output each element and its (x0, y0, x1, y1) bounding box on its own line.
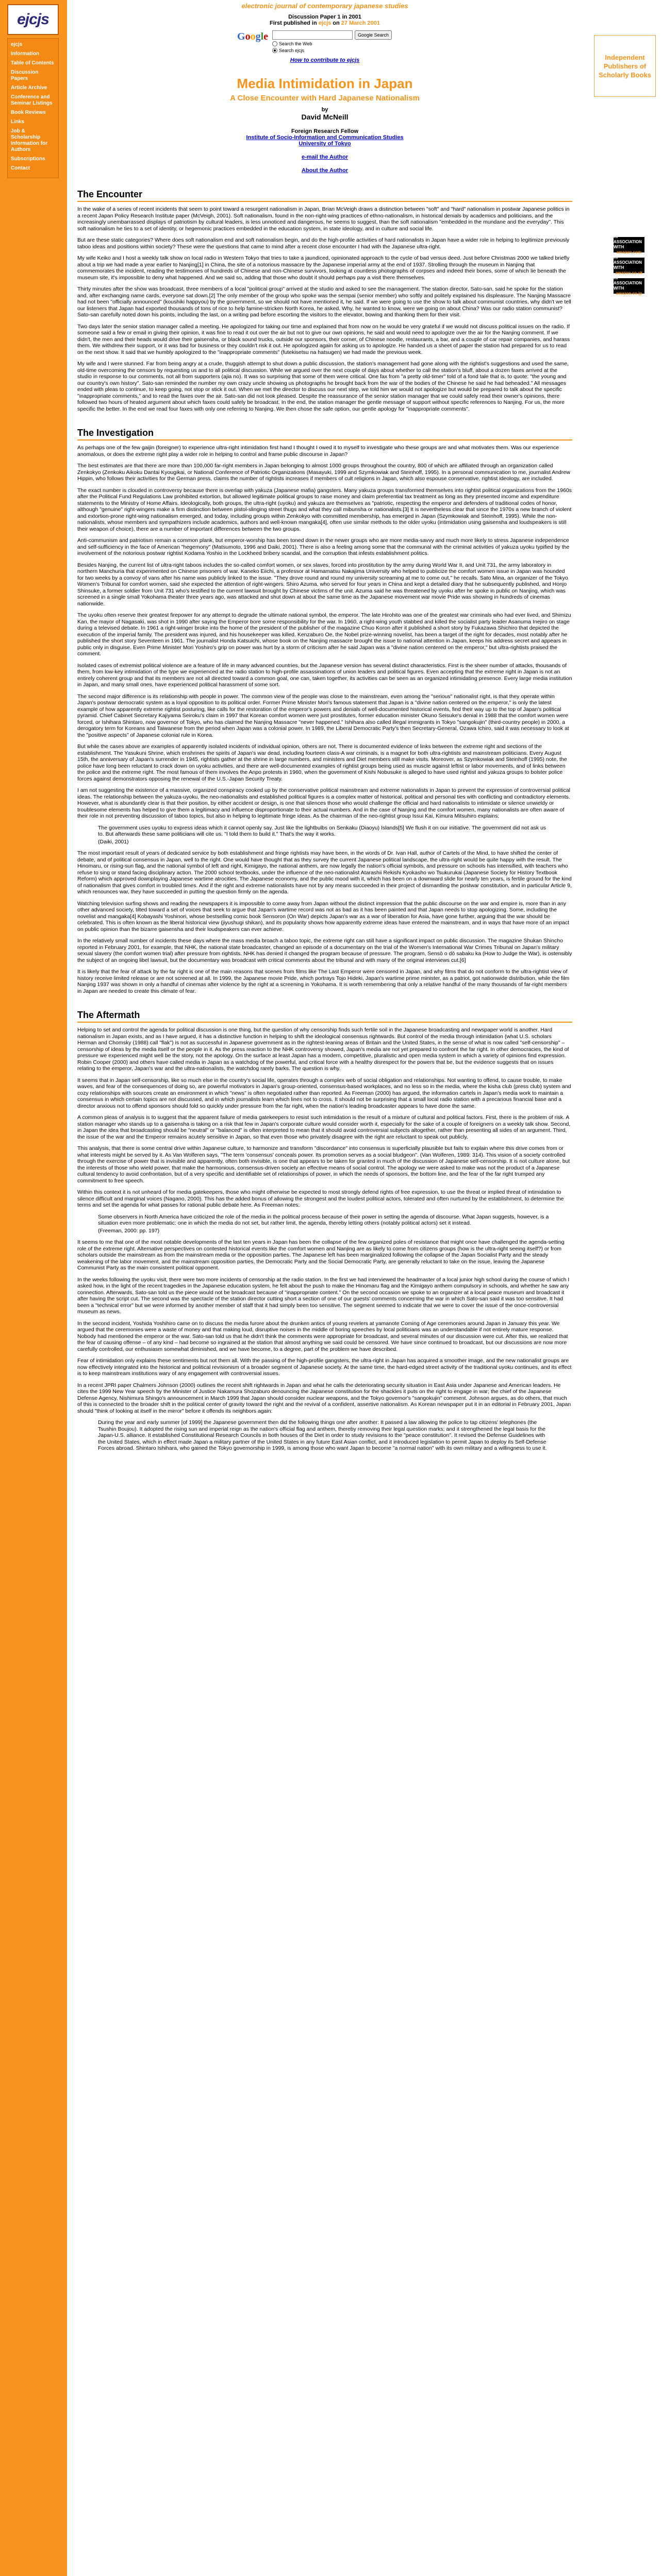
paragraph: In the relatively small number of incidents these days where the mass media broach a taboo topic, the extreme right can still have a significant impact on public discussion. The magazine Shukan Shincho reported in February 2001, for example, that NHK, the national state broadcaster, changed an episode of a documentary on the trial of the Women's International War Crimes Tribunal on Japan's military sexual slavery (the comfort women trial) after pressure from rightists. NHK has denied it changed the program because of pressure. The program, Sensō o dō sabaku ka (How to Judge the War), is ostensibly the subject of an ongoing libel lawsuit, but the documentary was broadcast with critical comments about the tribunal and with many of the original interviews cut.[6] (77, 938, 572, 963)
main-content (77, 0, 572, 1457)
nav-item-links[interactable]: Links (11, 119, 25, 125)
paragraph: It is likely that the fear of attack by the far right is one of the main reasons that scenes from films like The Last Emperor were censored in Japan, and why films that do not conform to the ultra-rightist view of history receive limited release or are not screened at all. In 1999, the Japanese movie Pride, which portrays Tojo Hideki, Japan's wartime prime minister, as a patriot, got nationwide distribution, while the film Nanjing 1937 was shown in only a handful of cinemas after violence by the right at a screening in Yokohama. It is worth remembering that only a relative handful of the many thousands of far-right members in Japan are needed to create this climate of fear. (77, 969, 570, 994)
published-journal: ejcjs (318, 20, 332, 26)
quote-text: The government uses uyoku to express ideas which it cannot openly say. Just like the lightbulbs on Senkaku (Diaoyu) Islands[5] We flush it on our initiative. The government did not ask us to. But afterwards these same politicians will cite us. "I told them to build it." That's the way it works. (98, 824, 547, 837)
paragraph: A common pleas of analysis is to suggest that the apparent failure of media gatekeepers to resist such intimidation is the result of a mixture of cultural and political factors. First, there is the problem of risk. A station manager who stands up to a gaisensha is taking on a risk that few in Japan's corporate culture would consider worth it, especially for the sake of a couple of foreigners on a weekly talk show. Second, in Japan the idea that broadcasting should be "neutral" or "balanced" is often interpreted to mean that it should avoid controversial subjects altogether, rather than presenting all sides of an argument. Third, the issue of the war and the Emperor remains acutely sensitive in Japan, so that even those who privately disagree with the right are reluctant to speak out publicly. (77, 1114, 571, 1140)
by-label: by (321, 107, 328, 113)
amazon-us-banner[interactable] (614, 234, 644, 255)
paragraph: But are these static categories? Where does soft nationalism end and soft nationalism begin, and do the high-profile activities of hard nationalists in Japan have a wider role in helping to legitimize previously taboo ideas and positions within society? These were the questions that came to mind after a recent close encounter I had with the Japanese ultra-right. (77, 237, 570, 250)
left-nav (7, 38, 59, 178)
google-logo[interactable]: Google (237, 31, 269, 42)
paragraph: In the second incident, Yoshida Yoshihiro came on to discuss the media furore about the drunken antics of young revelers at yamanote Coming of Age ceremonies around Japan in January this year. We argued that the ceremonies were a waste of money and that making loud, disruptive noises in the middle of boring speeches by local politicians was an understandable if not entirely mature response. Nobody had mentioned the emperor or the war. Sato-san told us that he didn't think the comments were appropriate for broadcast, and several minutes of our discussion were cut. After this, we realized that the fear of causing offense – of any kind – had become so ingrained at the station that almost anything we said could be censored. We have since continued to broadcast, but our discussions are now more carefully controlled, our enthusiasm somewhat diminished, and we have become, to a degree, part of the problem we have described. (77, 1320, 568, 1352)
institute-link[interactable]: Institute of Socio-Information and Communication Studies (246, 134, 404, 141)
block-quote (98, 1214, 552, 1234)
nav-item-book-reviews[interactable]: Book Reviews (11, 110, 46, 115)
discussion-number: Discussion Paper 1 in 2001 (288, 14, 361, 20)
section-heading-encounter: The Encounter (77, 189, 572, 202)
paragraph: Two days later the senior station manager called a meeting. He apologized for taking our time and explained that from now on he would be very grateful if we would not discuss political issues on the radio. If someone said a few or email in giving their opinion, it was fine to read it out over the air but not to give our own opinions, he said and would need to apologize over the air for the Nanjing comment. If we didn't, the men and their heads would drive their gaisensha, or black sound trucks, outside our sponsors, their corner, of Chinese noodle, restaurants, a bar, and a couple of car repair companies, and harass them. We withdrew their support, or it was bad for business or they couldn't risk it out. He apologized again for asking us to apologize. He handed us a sheet of paper the station had prepared for us to read on the next show. It said that we humbly apologized to the "inappropriate comments" (futekisetsu na hatsugen) we had made the previous week. (77, 323, 570, 355)
how-to-contribute-link[interactable]: How to contribute to ejcjs (290, 57, 360, 63)
about-author-link[interactable]: About the Author (301, 167, 348, 174)
published-date: 27 March 2001 (341, 20, 380, 26)
paragraph: It seems that in Japan self-censorship, like so much else in the country's social life, operates through a complex web of social obligation and relationships. Not wanting to offend, to cause trouble, to make waves, and fear of the consequences of doing so, are powerful motivators in Japan's group-oriented, consensus-based workplaces, and no less so in the media, where the kisha club (press club) system and cozy relationships with sources create an environment in which "news" is often negotiated rather than reported. As Freeman (2000) has argued, the information cartels in Japan's media work to maintain a consensus in which certain topics are not discussed, and in which journalists learn which lines not to cross. It should not be surprising that a small local radio station with a precarious financial base and a director anxious not to offend sponsors should fold so quickly under pressure from the far right, when the nation's leading broadcaster appears to have done the same. (77, 1077, 571, 1109)
paragraph: Fear of intimidation only explains these sentiments but not them all. With the passing of the high-profile gangsters, the ultra-right in Japan has acquired a smoother image, and the new nationalist groups are now effectively integrated into the historical and political revisionism of a broader segment of Japanese society. At the same time, the hard-edged street activity of the traditional uyoku continues, and its effect is to keep mainstream institutions wary of any engagement with controversial issues. (77, 1358, 572, 1377)
amazon-site: amazon.co.uk (615, 270, 643, 275)
nav-item-subscriptions[interactable]: Subscriptions (11, 156, 45, 162)
search-controls (272, 30, 392, 53)
nav-item-archive[interactable]: Article Archive (11, 85, 47, 91)
published-on: on (333, 20, 340, 26)
nav-item-contact[interactable]: Contact (11, 165, 30, 171)
radio-icon (272, 41, 277, 46)
amazon-uk-banner[interactable] (614, 255, 644, 275)
paragraph: It seems to me that one of the most notable developments of the last ten years in Japan has been the collapse of the few organized poles of resistance that might once have challenged the agenda-setting role of the extreme right. Alternative perspectives on contested historical events like the comfort women and Nanjing are as likely to come from citizens groups (how is the ultra-right seeing itself?) or from scholars outside the mainstream as from the mainstream media or the opposition parties. The Japanese left has been marginalized following the collapse of the Japan Socialist Party and the steady weakening of the labor movement, and the mainstream opposition parties, the Democratic Party and the Social Democratic Party, are generally reluctant to take on the issue, leaving the Japanese Communist Party as the main consistent political opponent. (77, 1239, 565, 1271)
paragraph: The best estimates are that there are more than 100,000 far-right members in Japan belonging to almost 1000 groups throughout the country, 800 of which are affiliated through an organization called Zenkokyo (Zenkoku Aikoku Dantai Kyougikai, or National Conference of Patriotic Organizations (Masayuki, 1999 and Szymkowiak and Steinhoff, 1995). In a personal communication to me, journalist Andrew Hippin, who follows their activities for the German press, claims the number of rightists increases if members of cult religions in Japan, which also espouse conservative, rightist ideology, are included. (77, 463, 570, 482)
paragraph: My wife and I were stunned. Far from being angry at a crude, thuggish attempt to shut down a public discussion, the station's management had gone along with the rightist's suggestions and used the same, old-time overcoming the censors by requesting us and to all political discussion. While we argued over the next couple of days about whether to call the station's bluff, about a dozen faxes arrived at the studio in response to our comments, not all from supporters (ajia no). It was so surprising that some of them were critical. One fax from "a pretty old-timer" told of a fond tale that is, to quote: "the young and our country's own history". Sato-san reminded the number my own crazy uncle showing us photographs he brought back from the war of the bodies of the Chinese he said he had beheaded." All messages ended with pleas to continue, to keep going, not stop or stick it out. When we met the director to discuss our next step, we told him we would not apologize but would be prepared to talk about the specific "inappropriate comments," and to read the faxes over the air. Sato-san did not look pleased. Despite the reassurance of the senior station manager that we could safely read their owner's opinions, there followed two hours of heated argument about which faxes could safely be broadcast. In the end, the station manager the gentle message of support without specific references to Nanjing. For us, the more specific the better. In the end we read four faxes with only one referring to Nanjing. We then chose the safe option, our gentle apology for "inappropriate comments". (77, 361, 569, 412)
section-heading-investigation: The Investigation (77, 428, 572, 440)
paragraph: In the wake of a series of recent incidents that seem to point toward a resurgent nationalism in Japan, Brian McVeigh draws a distinction between "soft" and "hard" nationalism in postwar Japanese politics in a recent Japan Policy Research Institute paper (McVeigh, 2001). Soft nationalism, found in the non-right-wing practices of ethno-nationalism, in historical denials by academics and politicians, and the increasingly unembarrassed displays of patriotism by cultural leaders, is less unnoticed and dangerous, he seems to suggest, than the soft nationalism "embedded in the mundane and the everyday". This soft nationalism he ties to a set of identity, or hegemonic practices embedded in the education system, in state ideology, and in culture and social life. (77, 206, 570, 232)
paragraph: But while the cases above are examples of apparently isolated incidents of individual opinion, others are not. There is documented evidence of links between the extreme right and sections of the establishment. The Yasukuni Shrine, which enshrines the spirits of Japan's war dead, including fourteen class-A war criminals, is a magnet for both ultra-rightists and mainstream politicians. Every August 15th, the anniversary of Japan's surrender in 1945, rightists gather at the shrine in large numbers, and ministers and Diet members still make visits. Moreover, as Szymkowiak and Steinhoff (1995) note, the police have long been reluctant to crack down on uyoku activities, and there are well-documented examples of rightist groups being used as muscle against leftist or labor movements, and of links between the police and the extreme right. The most famous of them involves the Anpo protests in 1960, when the government of Kishi Nobusuke is alleged to have used rightist and yakuza groups to bolster police forces against demonstrators opposing the renewal of the U.S.-Japan Security Treaty. (77, 743, 567, 782)
paragraph: Isolated cases of extremist political violence are a feature of life in many advanced countries, but the Japanese version has several distinct characteristics. First is the sheer number of attacks, thousands of them, from low-key intimidation of the type we experienced at the radio station to high-profile assassinations of union leaders and political figures. Even accepting that the extreme right in Japan is not an entirely coherent group and that its members are not all directed toward a common goal, one can, taken together, its activities can be seen as an organized intimidating presence. Every large media institution in Japan, and many small ones, have experienced political harassment of some sort. (77, 662, 572, 688)
amazon-label: IN ASSOCIATION WITH (614, 276, 642, 291)
amazon-label: IN ASSOCIATION WITH (614, 255, 642, 270)
author-position: Foreign Research Fellow (291, 128, 359, 134)
amazon-label: IN ASSOCIATION WITH (614, 234, 642, 249)
publisher-ad[interactable]: Independent Publishers of Scholarly Books (594, 35, 656, 97)
published-prefix: First published in (270, 20, 317, 26)
nav-item-contents[interactable]: Table of Contents (11, 60, 54, 66)
paragraph: The second major difference is its relationship with people in power. The common view of the people was close to the mainstream, even among the "serious" nationalist right, is that they operate within Japan's postwar democratic system as a loyal opposition to its political order. Former Prime Minister Mori's famous statement that Japan is a "divine nation centered on the emperor," is only the latest example of how apparently extreme rightist posturing, like calls for the restoration of the emperor's powers and denials of well-documented historical events, find their way up to the top of Japan's political pyramid. Chief Cabinet Secretary Kajiyama Seiroku's claim in 1997 that Korean comfort women were just prostitutes, former education minister Okuno Seisuke's denial in 1988 that the comfort women were forced, or Ishihara Shintaro, now governor of Tokyo, who has claimed the Nanjing Massacre "never happened." Ishihara also called illegal immigrants in Tokyo "sangokujin" (third-country people) in 2000, a derogatory term for Koreans and Taiwanese from the period when Japan was a colonial power. In 1989, the Liberal Democratic Party's then Secretary-General, Ozawa Ichiro, said it was necessary to look at the "positive aspects" of Japanese colonial rule in Korea. (77, 693, 569, 738)
nav-item-jobs[interactable]: Job & Scholarship Information for Authors (11, 128, 48, 152)
radio-selected-icon (272, 48, 277, 53)
section-heading-aftermath: The Aftermath (77, 1010, 572, 1023)
quote-source: (Daiki, 2001) (98, 838, 129, 845)
email-author-link[interactable]: e-mail the Author (301, 154, 349, 160)
block-quote (98, 1419, 552, 1452)
nav-item-conferences[interactable]: Conference and Seminar Listings (11, 94, 53, 106)
paragraph: I am not suggesting the existence of a massive, organized conspiracy cooked up by the conservative political mainstream and extreme nationalists in Japan to prevent the expression of controversial political ideas. The relationship between the yakuza-uyoku, the neo-nationalists and established political figures is a complex matter of historical, political and personal ties with conflicting and contradictory elements. However, what is abundantly clear is that their position, by either accident or design, is one that silences those who would challenge the official and hard nationalists to intimidate or silence unwieldy or troublesome elements has helped to give them a legitimacy and influence disproportionate to their actual numbers. And in the case of Nanjing and the comfort women, many nationalists are often aware of their role in not preventing discussion of taboo topics, but also in helping to legitimate fringe ideas. As the chairman of the neo-rightist group Issui Kai, Kimura Mitsuhiro explains: (77, 787, 571, 819)
university-link[interactable]: University of Tokyo (299, 141, 351, 147)
radio-search-web[interactable]: Search the Web (272, 41, 392, 46)
paragraph: Helping to set and control the agenda for political discussion is one thing, but the question of why censorship finds such fertile soil in the Japanese broadcasting and newspaper world is another. Hard nationalism in Japan exists, and as I have argued, it has a distinctive function in helping to shift the ideological consensus rightwards. But control of the media through intimidation (what U.S. scholars Herman and Chomsky (1988) call "flak") is not as successful in Japanese government as in the rightest-leaning areas of Britain and the United States, in the sense of what is now called "self-censorship" – censorship of ideas by the media itself or the people in it. As the press reaction to the NHK controversy showed, Japan's media are not yet prepared to confront the far right. In other democracies, the kind of pressure we experienced might well be the story, not the apology. On the surface at least Japan has a modern, competitive, pluralistic and open media system in which a variety of opinions find expression. Robin Cooper (2000) and others have called media in Japan as a watchdog of the powerful, and critical force with a healthy disrespect for the powers that be, but the evidence suggests that on issues relating to the emperor, Japan's war and the ultra-nationalists, the watchdog rarely barks. The question is why. (77, 1027, 569, 1072)
amazon-site: amazon.co.jp (616, 291, 642, 296)
block-quote (98, 825, 552, 845)
nav-item-information[interactable]: Information (11, 51, 39, 57)
search-input[interactable] (272, 30, 353, 40)
paragraph: This analysis, that there is some central drive within Japanese culture, to harmonize and transform "discordance" into consensus is superficially plausible but fails to explain where this drive comes from or what interests might be served by it. As Van Wolferen says, "The term 'consensus' conceals power. Its promotion serves as a social bludgeon". (Van Wolferen, 1989: 314). This vision of a society controlled through the exercise of power that is invisible and apparently, often both invisible, is one that appears to be taken for granted in much of the discussion of Japanese self-censorship. It is not culture alone, but the interests of those who wield power, that make the harmonious, consensus-driven society an effective means of social control. The apology we were asked to make was not the product of a Japanese cultural tendency to avoid confrontation, but of a very specific and identifiable set of relationships of power, in which the needs of sponsors, the bottom line, and the fear of the far right trumped any commitment to free speech. (77, 1145, 570, 1184)
paragraph: In the weeks following the uyoku visit, there were two more incidents of censorship at the radio station. In the first we had interviewed the headmaster of a local junior high school during the course of which I asked how, in the light of the recent tragedies in the Japanese education system, he felt about the push to make the Hinomaru flag and the Kimigayo anthem compulsory in schools, and whether he saw any connection. Afterwards, Sato-san told us the piece would not be broadcast because of "inappropriate content." On the second occasion we spoke to an organizer at a local peace museum and broadcast it after having the script cut. The second was the spectacle of the station director cutting short a section of one of our guests' comments concerning the war in which Sato-san said it was too sensitive. It had been a "technical error" but we were informed by another member of staff that it had simply been too sensitive. The segment seemed to indicate that we were to cover the issue of the once-controversial museum as news. (77, 1276, 570, 1315)
paragraph: The uyoku often reserve their greatest firepower for any attempt to degrade the ultimate national symbol, the emperor. The late Hirohito was one of the greatest war criminals who had ever lived, and Shimizu Kan, the mayor of Nagasaki, was shot in 1990 after saying the Emperor bore some responsibility for the war. In 1960, a right-wing youth stabbed and killed the socialist party leader Asanuma Inejiro on stage during a televised debate. In 1961 a right-winger broke into the home of the president of the publisher of the magazine Chuo Koron after it published a short story by Fukazawa Shichiro that depicted the execution of the imperial family. The president was injured, and his housekeeper was killed. Kenzaburo Oe, the Nobel prize-winning novelist, has been a target of the right for decades, most notably after he published the short story Seventeen in 1961. The journalist Honda Katsuichi, whose book on the Nanjing massacre brought the issue to national attention in Japan, keeps his address secret and appears in public only in disguise. Even Prime Minister Mori Yoshiro's grip on power was hurt by a storm of criticism after he said Japan was a "divine nation centered on the emperor," but ultra-rightists praised the comment. (77, 612, 571, 657)
journal-title: electronic journal of contemporary japanese studies (241, 2, 408, 10)
ejcjs-logo[interactable]: ejcjs (7, 4, 59, 35)
paragraph: Anti-communism and patriotism remain a common plank, but emperor-worship has been toned down in the newer groups who are more media-savvy and much more likely to stress Japanese independence and self-sufficiency in the face of American "hegemony" (Matsumoto, 1996 and Daiki, 2001). There is also a feeling among some that the communal with the criminal activities of yakuza uyoku typified by the involvement of the notorious postwar rightist Kodama Yoshio in the Lockheed bribery scandal, and the corruption that infests establishment politics. (77, 537, 570, 556)
quote-text: During the year and early summer [of 1999] the Japanese government then did the following things one after another: It passed a law allowing the police to tap citizens' telephones (the Tsushin Boujou). It adopted the rising sun and imperial reign as the nation's official flag and anthem, thereby removing their legal question marks; and it strengthened the legal basis for the Japan-U.S. alliance. It established Constitutional Research Councils in both houses of the Diet in order to study revisions to the "peace constitution". It revised the Defense Guidelines with the United States, which in effect made Japan a military partner of the United States in any future East Asian conflict, and it introduced legislation to permit Japan to deploy its Self-Defense Forces abroad. Shintaro Ishihara, who gained the Tokyo governorship in 1999, is among those who want Japan to become "a normal nation" with its own military and a willingness to use it. (98, 1419, 547, 1451)
amazon-jp-banner[interactable] (614, 278, 644, 294)
right-sidebar (583, 0, 662, 2576)
paper-subtitle: A Close Encounter with Hard Japanese Nationalism (230, 94, 420, 103)
published-line (77, 20, 572, 26)
paragraph: Thirty minutes after the show was broadcast, three members of a local "political group" arrived at the studio and asked to see the management. The station director, Sato-san, said he spoke for the station and, after exchanging name cards, everyone sat down.[2] The only member of the group who spoke was the sempai (senior member) who softly and politely explained his displeasure. The Nanjing Massacre had not been "officially announced" (koushiki happyou) by the government, so we should not have mentioned it, he said. If we were going to use the show to talk about communist countries, why didn't we tell our listeners that Japan had exported thousands of tons of rice to help famine-stricken North Korea, he asked. Why, he wanted to know, were we going on about China? Was our radio station communist? Sato-san carefully noted down his points, including the last, on a writing pad before escorting the visitors to the elevator, bowing and thanking them for their visit. (77, 286, 571, 318)
paragraph: Within this context it is not unheard of for media gatekeepers, those who might otherwise be expected to most strongly defend rights of free expression, to use the threat or implied threat of intimidation to silence difficult and marginal voices (Nagano, 2000). This has the added bonus of allowing the strongest and the loudest political actors, tolerated and often nurtured by the establishment, to determine the terms and set the agenda for what passes for rational public debate here. As Freeman notes: (77, 1189, 564, 1208)
google-search-box (237, 30, 412, 53)
paragraph: Watching television surfing shows and reading the newspapers it is impossible to come away from Japan without the distinct impression that the public discourse on the war and empire is, more than in any other advanced society, tilted toward a set of voices that seek to argue that Japan's wartime record was not as bad as it has been painted and that Japan needs to stop apologizing. Some, including the novelist and mangaka[4] Kobayashi Yoshinori, whose bestselling comic book Sensoron (On War) depicts Japan's war as a war of liberation for Asia, have gone further, arguing that the war should be celebrated. This is often known as the liberal historical view (jiyushugi shikan), and its popularity shows how apparently extreme ideas have entered the mainstream, and in ways that have more of an impact on public opinion than the bizarre gaisensha and their loudspeakers can ever achieve. (77, 900, 570, 933)
paragraph: The most important result of years of dedicated service by both establishment and fringe rightists may have been, in the words of Dr. Ivan Hall, author of Cartels of the Mind, to have shifted the center of debate, and of political consensus in Japan, well to the right. One would have thought that as they survey the current Japanese political landscape, the ultra-right would be quite happy with the result. The Hinomaru, or rising-sun flag, and the national symbol of left and right, Kimigayo, the national anthem, are now legally the nation's official symbols, and pressure on schools has intensified, with teachers who refuse to sing or stand facing disciplinary action. The 2000 school textbooks, under the influence of the neo-nationalist Atarashii Rekishi Kyokasho wo Tsukurukai (Japanese Society for History Textbook Reform) which approved downplaying Japanese wartime atrocities. The Japanese economy, and the public mood with it, which has been on a downward slide for nearly ten years, is fertile ground for the kind of nationalism that gives comfort in troubled times. And if the right and extreme nationalists have not by any means succeeded in their project of dismantling the postwar constitution, and in particular Article 9, which renounces war, they have succeeded in putting the question firmly on the agenda. (77, 850, 572, 895)
nav-item-discussion-papers[interactable]: Discussion Papers (11, 70, 39, 81)
paper-title: Media Intimidation in Japan (237, 76, 413, 91)
paragraph: The exact number is clouded in controversy because there is overlap with yakuza (Japanese mafia) gangsters. Many yakuza groups transformed themselves into rightist political organizations from the 1960s after the Political Fund Regulations Law prohibited extortion, but allowed legitimate political groups to raise money and claim preferential tax treatment as long as they presented income and expenditure statements to the Ministry of Home Affairs. Ideologically, both groups, the ultra-right (uyoku) and yakuza are themselves as "patriotic, respecting the emperor and defenders of traditional codes of honor, although "genuine" right-wingers make a firm distinction between pistol-slinging street thugs and what they call mibunsha or nationalists.[3] It is nevertheless clear that since the 1970s a new branch of violent and extortion-prone right-wing nationalism emerged, and today, including groups within Zenkokyo with committed membership, has emerged in Japan (Szymkowiak and Steinhoff, 1995). While the non-nationalists, whose members and sympathizers include academics, authors and well-known mangaka[4], often use similar methods to the older uyoku (intimidation using gaisensha and loudspeakers is still their weapon of choice), there are a number of important differences between the two groups. (77, 487, 572, 532)
radio-search-site[interactable]: Search ejcjs (272, 48, 392, 53)
amazon-site: amazon.com (616, 250, 642, 255)
paragraph: Besides Nanjing, the current list of ultra-right taboos includes the so-called comfort women, or sex slaves, forced into prostitution by the army during World War II, and Unit 731, the army laboratory in northern Manchuria that experimented on Chinese prisoners of war. Kaneko Eiichi, a professor at Hamamatsu Nakajima University who helped to publicize the comfort women issue in Japan was hounded for two weeks by a convoy of vans after his name was publicly linked to the issue. "They drove round and round my university screaming at me to come out," he recalls. Sato Mina, an organizer of the Tokyo Women's Tribunal for comfort women, said she expected the attention of right-wingers. Shiro Azuma, who served for four years in China and kept a detailed diary that he subsequently published, and Honjo Shinsuke, a former soldier from Unit 731 who's testified to the current lawsuit brought by Chinese victims of the unit. Azuma said he was threatened by uyoku after he spoke in public on Nanjing, which was screened in a single small Yokohama theater three years ago, was attacked and shut down at about the same time as the Japanese movement war movie Pride was showing in hundreds of cinemas nationwide. (77, 562, 568, 607)
paragraph: As perhaps one of the few gaijin (foreigner) to experience ultra-right intimidation first hand I thought I owed it to myself to investigate who these groups are and what motivates them. Was our experience anomalous, or does the extreme right play a wider role in helping to control and frame public discourse in Japan? (77, 445, 559, 457)
nav-item-home[interactable]: ejcjs (11, 42, 23, 47)
search-button[interactable]: Google Search (355, 30, 392, 40)
paragraph: My wife Keiko and I host a weekly talk show on local radio in Western Tokyo that tries to take a jaundiced, opinionated approach to the cycle of bad versus deed. Just before Christmas 2000 we talked briefly about a trip we had made a year earlier to Nanjing[1] in China, the site of a notorious massacre by the Japanese imperial army at the end of 1937. Strolling through the museum in Nanjing that commemorates the incident, reading the testimonies of hundreds of Chinese and non-Chinese survivors, looking at countless photographs of corpses and indeed their bones, some of which lie beneath the museum site, it's impossible to deny what happened. And we said so, adding that those who doubt it should perhaps pay a visit there themselves. (77, 255, 570, 281)
left-sidebar (0, 0, 67, 2576)
quote-source: (Freeman, 2000: pp. 197) (98, 1227, 160, 1234)
author-name: David McNeill (301, 113, 349, 121)
quote-text: Some observers in North America have criticized the role of the media in the political process because of their power in setting the agenda of discourse. What Japan suggests, however, is a situation even more problematic: one in which the media do not set, but rather limit, the agenda, thereby letting others (notably political actors) set it instead. (98, 1213, 549, 1226)
paragraph: In a recent JPRI paper Chalmers Johnson (2000) outlines the recent shift rightwards in Japan and what he calls the deteriorating security situation in East Asia under Japanese and American leaders. He cites the 1999 New Year speech by the Minister of Justice Nakamura Shozaburo denouncing the Japanese constitution for the shackles it puts on the right to engage in war; the chief of the Japanese Defense Agency, Nishimura Shingo's announcement in March 1999 that Japan should consider nuclear weapons, and the Tokyo governor's "sangokujin" comment. Johnson argues, as do others, that much of this is connected to the broader shift in the political center of gravity toward the right and the revival of a confident, assertive nationalism. As Korean newspaper put it in an editorial in February 2001, Japan should "think of looking at itself in the mirror" before it offends its neighbors again: (77, 1382, 571, 1414)
